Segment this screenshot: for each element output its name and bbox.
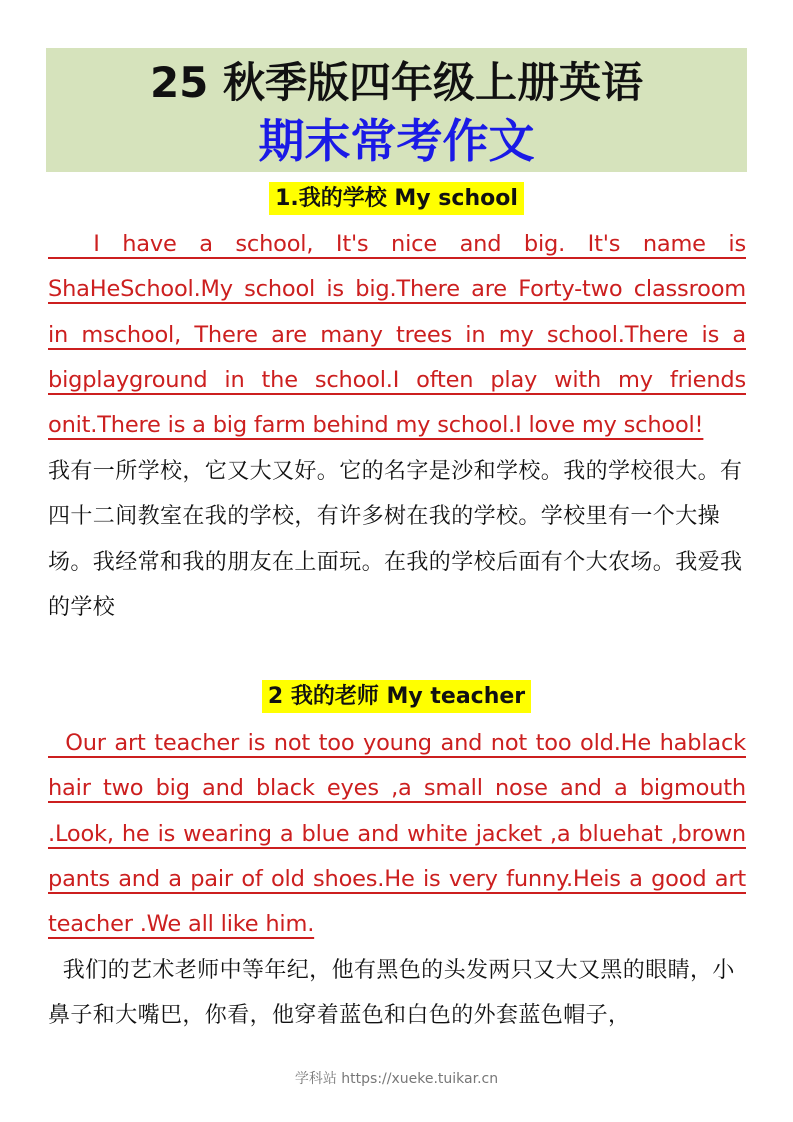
title-banner <box>46 48 747 172</box>
essay-english-teacher: Our art teacher is not too young and not too old.He hablack hair two big and black eyes ,a small nose and a bigmouth .Look, he is wearing a blue and white jacket ,a bluehat ,brown pants and a pair of old shoes.He is very funny.Heis a good art teacher .We all like him. <box>48 730 746 938</box>
heading-highlight: 1.我的学校 My school <box>269 182 524 215</box>
heading-highlight: 2 我的老师 My teacher <box>262 680 531 713</box>
essay-chinese-teacher: 我们的艺术老师中等年纪，他有黑色的头发两只又大又黑的眼睛，小鼻子和大嘴巴，你看，他穿着蓝色和白色的外套蓝色帽子， <box>48 958 735 1029</box>
document-title: 25 秋季版四年级上册英语 <box>149 58 644 107</box>
document-subtitle: 期末常考作文 <box>258 114 535 168</box>
section-heading-teacher <box>0 682 793 712</box>
essay-english-school: I have a school, It's nice and big. It's name is ShaHeSchool.My school is big.There are Forty-two classroom in mschool, There are many trees in my school.There is a bigplayground in the school.I often play with my friends onit.There is a big farm behind my school.I love my school! <box>48 231 746 439</box>
essay-chinese-school: 我有一所学校，它又大又好。它的名字是沙和学校。我的学校很大。有四十二间教室在我的学校，有许多树在我的学校。学校里有一个大操场。我经常和我的朋友在上面玩。在我的学校后面有个大农场。我爱我的学校 <box>48 459 743 620</box>
section-heading-school <box>0 184 793 214</box>
footer-watermark: 学科站 https://xueke.tuikar.cn <box>294 1071 499 1087</box>
